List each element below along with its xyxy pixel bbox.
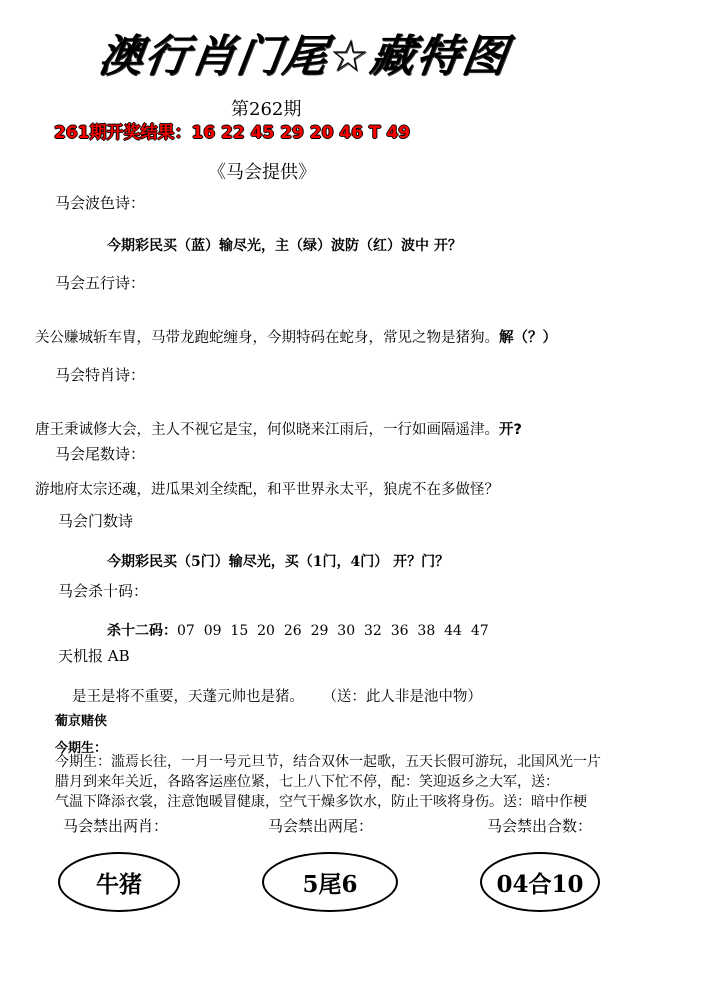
today-label: 今期生： <box>55 741 108 756</box>
today-line-2: 腊月到来年关近，各路客运座位紧，七上八下忙不停，配：笑迎返乡之大军，送： <box>55 774 559 790</box>
door-poem-label: 马会门数诗 <box>58 512 134 530</box>
five-element-poem-answer: 解（？） <box>499 330 557 346</box>
today-line-1: 今期生：滥焉长往，一月一号元旦节，结合双休一起歌，五天长假可游玩，北国风光一片 <box>55 754 601 770</box>
banned-zodiac-label: 马会禁出两肖： <box>63 817 169 835</box>
tianji-send: （送：此人非是池中物） <box>322 689 482 705</box>
color-poem-label: 马会波色诗： <box>55 194 146 212</box>
five-element-poem-text <box>35 326 557 347</box>
banned-tail-value: 5尾6 <box>262 852 398 912</box>
kill-twelve-numbers: 07 09 15 20 26 29 30 32 36 38 44 47 <box>177 623 489 639</box>
five-element-poem-body: 关公赚城斩车胄，马带龙跑蛇缠身，今期特码在蛇身，常见之物是猪狗。 <box>35 330 499 346</box>
tianji-text: 是王是将不重要，天蓬元帅也是猪。 <box>72 689 304 705</box>
kill-twelve-prefix: 杀十二码： <box>107 623 177 639</box>
previous-result: 261期开奖结果：16 22 45 29 20 46 T 49 <box>54 123 411 143</box>
gambler-label: 葡京赌侠 <box>55 714 108 729</box>
tianji-label: 天机报 AB <box>58 647 130 665</box>
five-element-poem-label: 马会五行诗： <box>55 274 146 292</box>
door-poem-text: 今期彩民买（5门）输尽光，买（1门，4门） 开？门？ <box>107 554 450 570</box>
page-title: 澳行肖门尾☆藏特图 <box>95 31 513 82</box>
banned-zodiac-value: 牛猪 <box>58 852 180 912</box>
zodiac-poem-text <box>35 418 522 439</box>
tail-poem-label: 马会尾数诗： <box>55 445 146 463</box>
zodiac-poem-body: 唐王秉诚修大会，主人不视它是宝，何似晓来江雨后，一行如画隔遥津。 <box>35 422 499 438</box>
tianji-text-row <box>72 685 482 706</box>
banned-tail-label: 马会禁出两尾： <box>268 817 374 835</box>
banned-sum-value: 04合10 <box>480 852 600 912</box>
zodiac-poem-label: 马会特肖诗： <box>55 366 146 384</box>
provided-by: 《马会提供》 <box>208 162 316 183</box>
banned-sum-label: 马会禁出合数： <box>487 817 593 835</box>
color-poem-text: 今期彩民买（蓝）输尽光，主（绿）波防（红）波中 开？ <box>107 238 462 254</box>
kill-twelve-row <box>107 620 489 640</box>
today-line-3: 气温下降添衣裳，注意饱暖冒健康，空气干燥多饮水，防止干咳将身伤。送：暗中作梗 <box>55 794 587 810</box>
zodiac-poem-answer: 开? <box>499 422 522 438</box>
tail-poem-text: 游地府太宗还魂，进瓜果刘全续配，和平世界永太平，狼虎不在多做怪？ <box>35 482 499 498</box>
kill-ten-label: 马会杀十码： <box>58 582 149 600</box>
issue-number: 第262期 <box>231 99 302 120</box>
